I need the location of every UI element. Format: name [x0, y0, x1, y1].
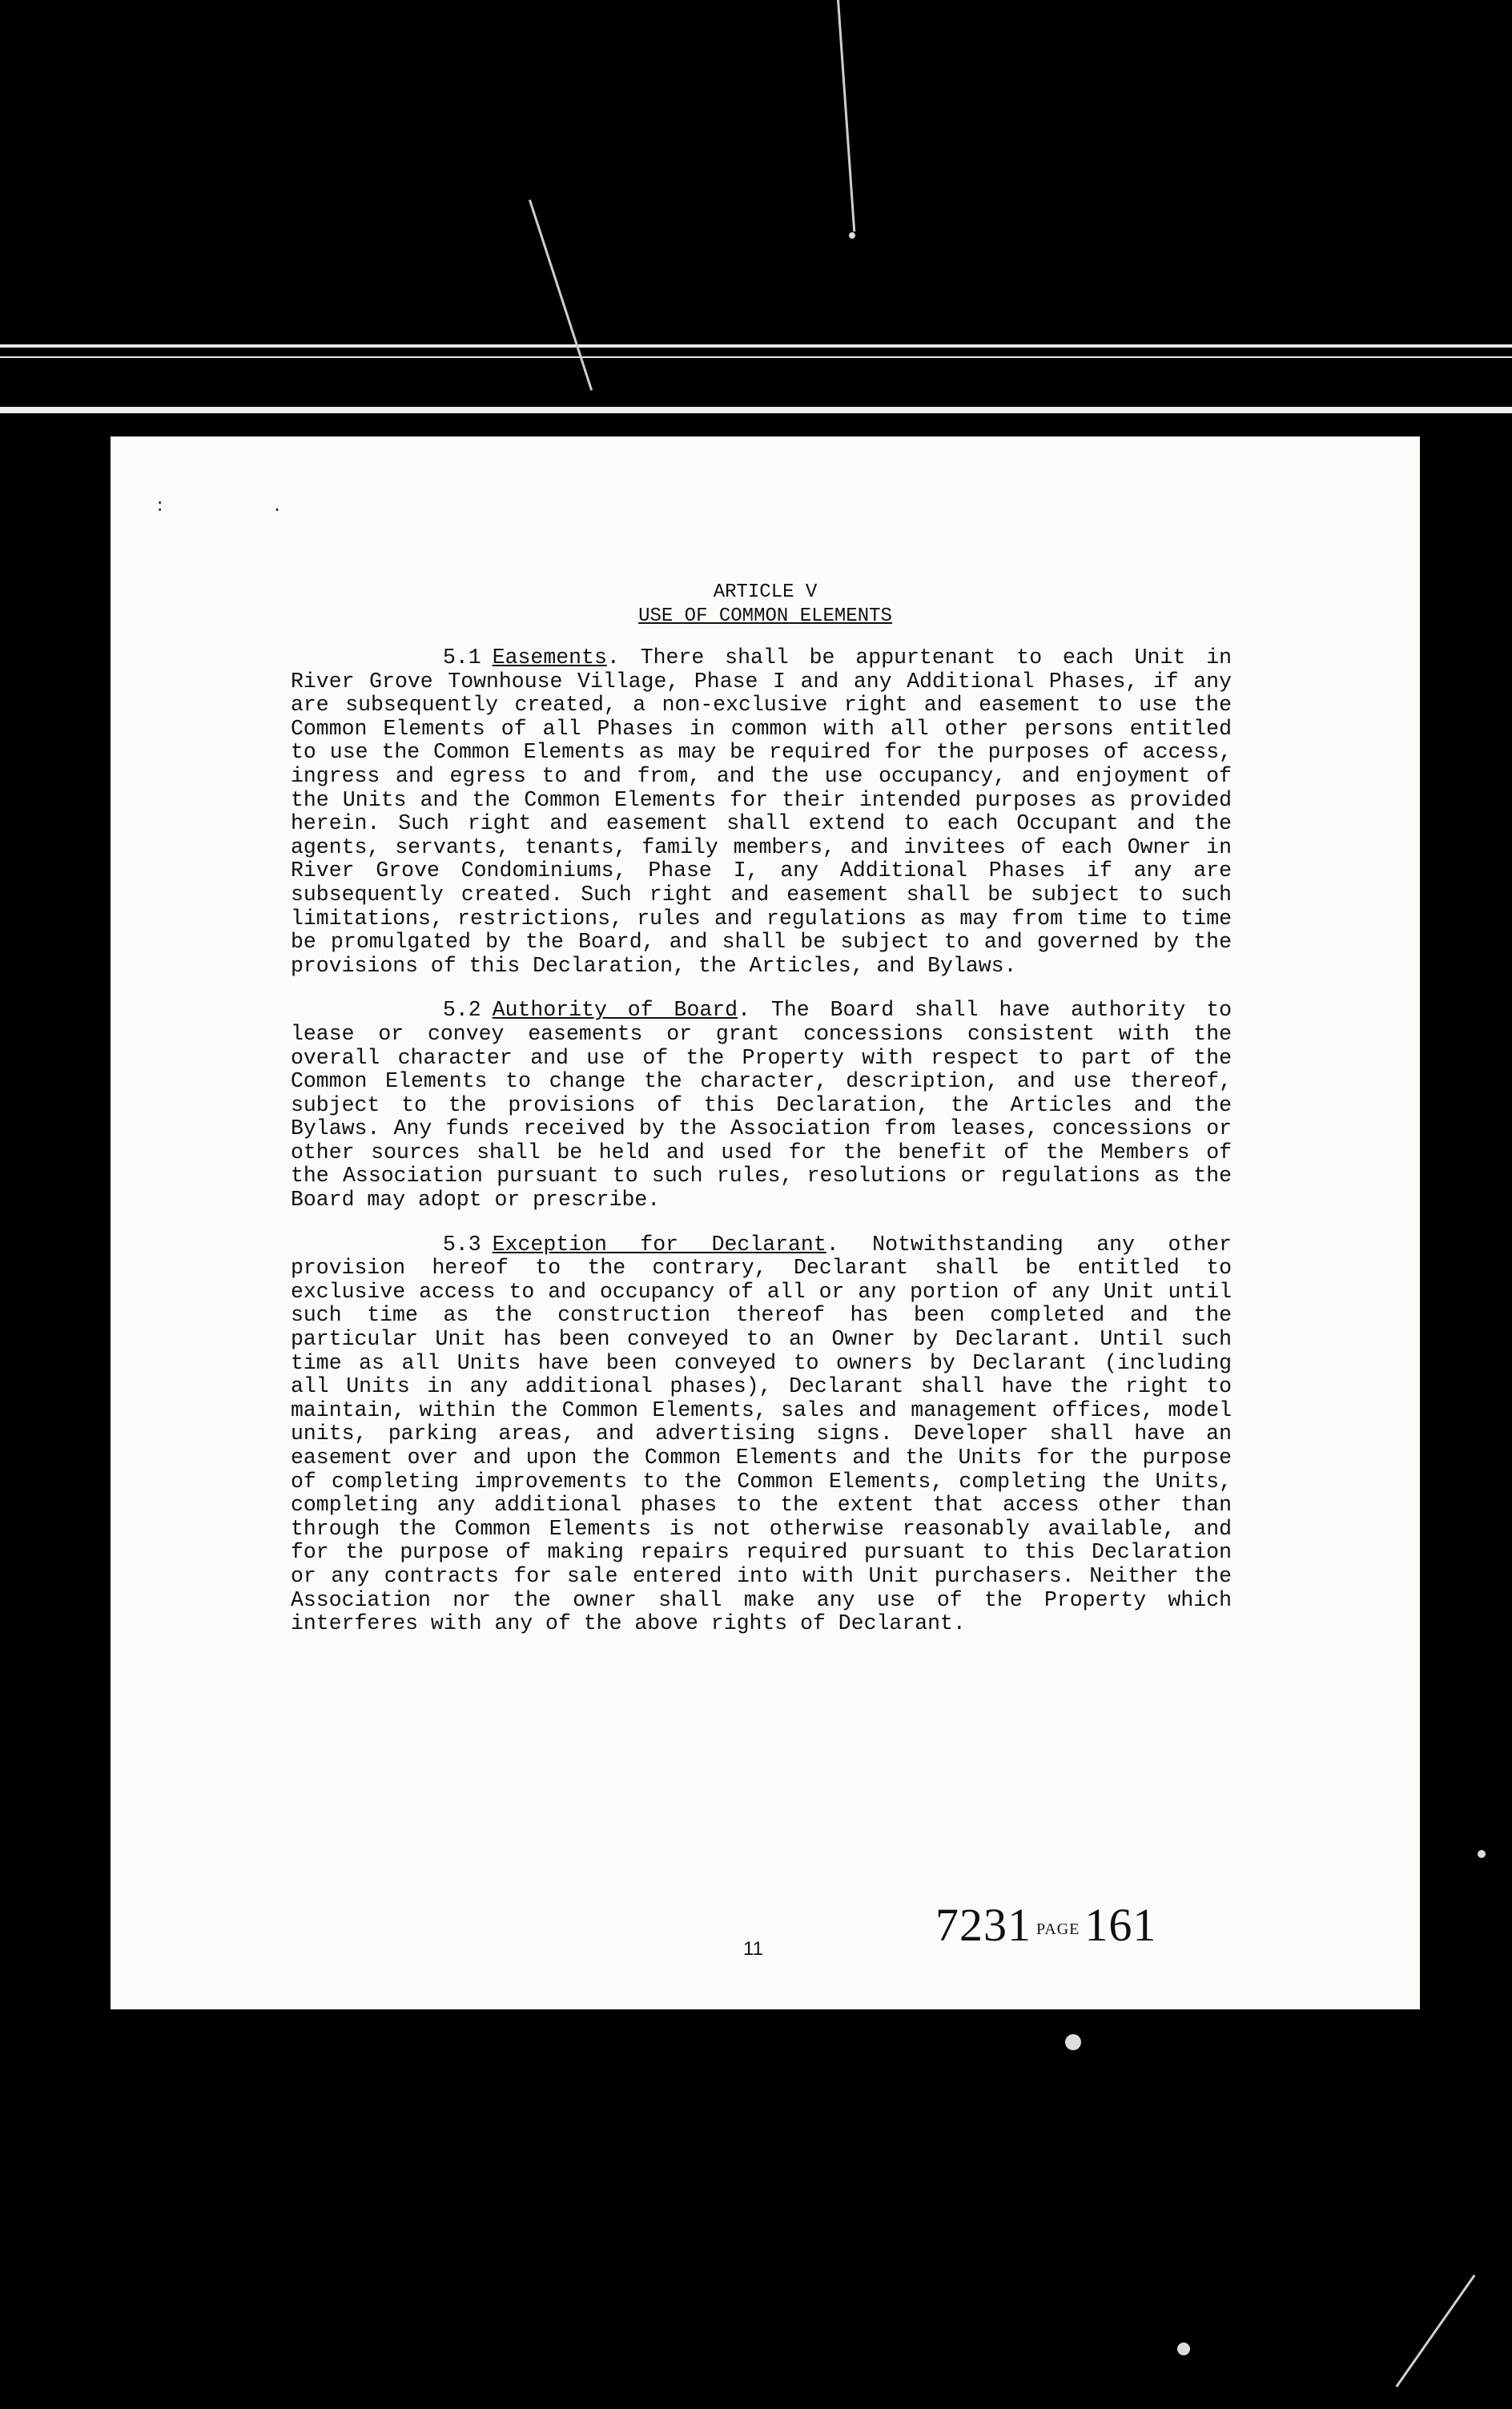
scratch-mark [837, 0, 855, 231]
scan-line-top [0, 344, 1512, 348]
section-title: Exception for Declarant [492, 1232, 826, 1257]
section-5-1 [291, 646, 1232, 978]
speck [1065, 2034, 1081, 2050]
section-title: Easements [492, 645, 607, 670]
speck [1478, 1850, 1486, 1858]
section-5-2 [291, 999, 1232, 1212]
section-number: 5.2 [443, 998, 481, 1023]
margin-marks: : . [155, 497, 331, 517]
book-page-stamp [935, 1898, 1156, 1952]
book-number: 7231 [935, 1899, 1031, 1951]
section-text: . Notwithstanding any other provision hereof to the contrary, Declarant shall be entitled to exclusive access to and occupancy of all or any portion of any Unit until such time as the construction thereof has been completed and the particular Unit has been conveyed to an Owner by Declarant. Until such time as all Units have been conveyed to owners by Declarant (including all Units in any additional phases), Declarant shall have the right to maintain, within the Common Elements, sales and management offices, model units, parking areas, and advertising signs. Developer shall have an easement over and upon the Common Elements and the Units for the purpose of completing improvements to the Common Elements, completing the Units, completing any additional phases to the extent that access other than through the Common Elements is not otherwise reasonably available, and for the purpose of making repairs required pursuant to this Declaration or any contracts for sale entered into with Unit purchasers. Neither the Association nor the owner shall make any use of the Property which interferes with any of the above rights of Declarant. [291, 1232, 1233, 1636]
speck [849, 232, 855, 239]
scratch-mark [1395, 2274, 1475, 2387]
page-label: PAGE [1036, 1920, 1080, 1939]
article-heading [111, 581, 1420, 629]
section-5-3 [291, 1233, 1232, 1636]
section-text: . There shall be appurtenant to each Unit in River Grove Townhouse Village, Phase I and any Additional Phases, if any are subsequently created, a non-exclusive right and easement to use the Common Elements of all Phases in common with all other persons entitled to use the Common Elements as may be required for the purposes of access, ingress and egress to and from, and the use occupancy, and enjoyment of the Units and the Common Elements for their intended purposes as provided herein. Such right and easement shall extend to each Occupant and the agents, servants, tenants, family members, and invitees of each Owner in River Grove Condominiums, Phase I, any Additional Phases if any are subsequently created. Such right and easement shall be subject to such limitations, restrictions, rules and regulations as may from time to time be promulgated by the Board, and shall be subject to and governed by the provisions of this Declaration, the Articles, and Bylaws. [291, 645, 1232, 978]
book-page-number: 161 [1084, 1899, 1157, 1951]
scan-line-page-edge [0, 407, 1512, 413]
section-title: Authority of Board [492, 998, 738, 1023]
article-body [291, 646, 1232, 1657]
section-number: 5.1 [443, 645, 481, 670]
article-number: ARTICLE V [713, 581, 818, 603]
scan-line-top-2 [0, 356, 1512, 358]
section-text: . The Board shall have authority to lease or convey easements or grant concessions consistent with the overall character and use of the Property with respect to part of the Common Elements to change the character, description, and use thereof, subject to the provisions of this Declaration, the Articles and the Bylaws. Any funds received by the Association from leases, concessions or other sources shall be held and used for the benefit of the Members of the Association pursuant to such rules, resolutions or regulations as the Board may adopt or prescribe. [291, 998, 1232, 1213]
section-number: 5.3 [443, 1232, 481, 1257]
speck [1177, 2343, 1190, 2355]
scratch-mark [529, 199, 593, 391]
article-title: USE OF COMMON ELEMENTS [638, 605, 892, 627]
document-page [111, 436, 1420, 2009]
page-number: 11 [743, 1938, 763, 1960]
